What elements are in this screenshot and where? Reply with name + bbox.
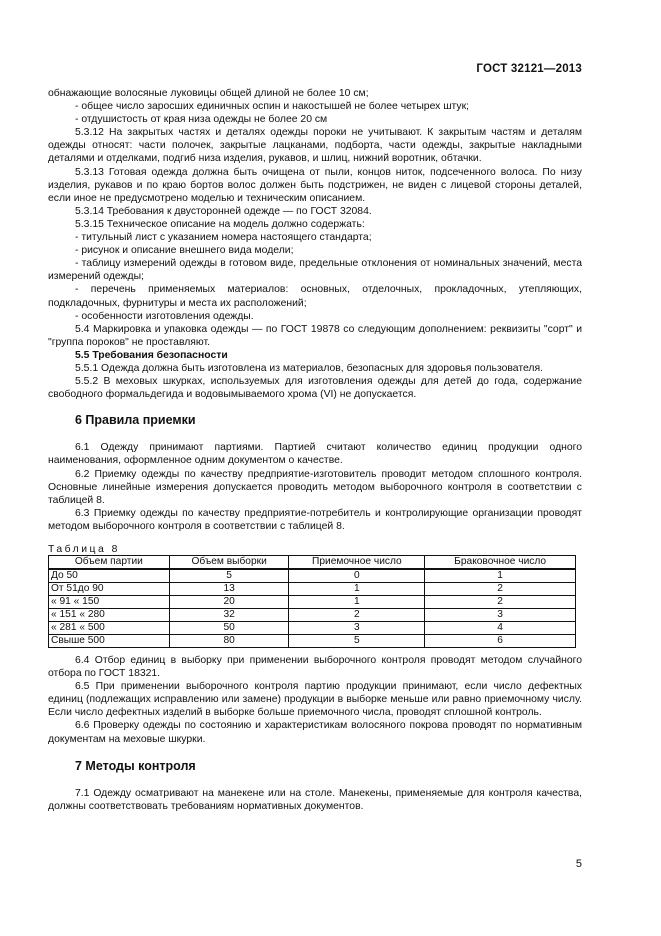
table-cell: 0 [289, 569, 425, 583]
table-cell: 32 [169, 609, 289, 622]
list-item: - рисунок и описание внешнего вида модели; [75, 245, 294, 257]
table-cell: 3 [425, 609, 576, 622]
clause-6-2: 6.2 Приемку одежды по качеству предприятие-изготовитель проводит методом сплошного контроля. Основные линейные измерения допускается проводить методом выборочного контроля в соответствии с таблицей 8. [48, 468, 582, 506]
table-row [49, 596, 576, 609]
table-cell: 1 [425, 569, 576, 583]
list-item: - особенности изготовления одежды. [75, 310, 254, 322]
clause-5-3-14: 5.3.14 Требования к двусторонней одежде — по ГОСТ 32084. [75, 205, 372, 217]
list-item: - титульный лист с указанием номера настоящего стандарта; [75, 232, 372, 244]
table-row [49, 583, 576, 596]
table-cell: От 51до 90 [49, 583, 170, 596]
page-number: 5 [575, 858, 582, 870]
table-cell: 50 [169, 622, 289, 635]
table-caption: Таблица 8 [48, 544, 120, 555]
list-item: - общее число заросших единичных оспин и накостышей не более четырех штук; [75, 101, 470, 113]
clause-6-4: 6.4 Отбор единиц в выборку при применении выборочного контроля проводят методом случайного отбора по ГОСТ 18321. [48, 655, 582, 680]
list-item: - перечень применяемых материалов: основных, отделочных, прокладочных, утепляющих, подкладочных, фурнитуры и места их расположений; [48, 284, 582, 309]
table-cell: 13 [169, 583, 289, 596]
clause-5-5-2: 5.5.2 В меховых шкурках, используемых для изготовления одежды для детей до года, содержание свободного формальдегида и водовымываемого хрома (VI) не допускается. [48, 376, 582, 401]
list-item: - таблицу измерений одежды в готовом виде, предельные отклонения от номинальных значений, места измерений одежды; [48, 258, 582, 283]
list-item: - отдушистость от края низа одежды не более 20 см [75, 114, 328, 126]
table-cell: « 151 « 280 [49, 609, 170, 622]
clause-5-3-12: 5.3.12 На закрытых частях и деталях одежды пороки не учитывают. К закрытым частям и деталям одежды относят: части полочек, закрытые лацканами, подборта, части одежды, закрытые накладными деталями и отделками, подгиб низа изделия, рукавов, и шлиц, нижний воротник, обтачки. [48, 127, 582, 165]
table-cell: « 91 « 150 [49, 596, 170, 609]
table-header-row [49, 556, 576, 570]
table-row [49, 635, 576, 648]
table-cell: 80 [169, 635, 289, 648]
clause-6-1: 6.1 Одежду принимают партиями. Партией считают количество единиц продукции одного наименования, оформленное одним документом о качестве. [48, 442, 582, 467]
page-content [48, 87, 582, 813]
sampling-table [48, 555, 576, 648]
clause-5-4: 5.4 Маркировка и упаковка одежды — по ГОСТ 19878 со следующим дополнением: реквизиты "сорт" и "группа пороков" не проставляют. [48, 323, 582, 348]
table-cell: 5 [289, 635, 425, 648]
table-cell: 6 [425, 635, 576, 648]
table-cell: 2 [425, 596, 576, 609]
clause-6-6: 6.6 Проверку одежды по состоянию и характеристикам волосяного покрова проводят по нормативным документам на меховые шкурки. [48, 720, 582, 745]
column-header: Браковочное число [425, 556, 576, 570]
table-cell: Свыше 500 [49, 635, 170, 648]
column-header: Объем партии [49, 556, 170, 570]
table-cell: 5 [169, 569, 289, 583]
table-row [49, 609, 576, 622]
clause-5-5-heading: 5.5 Требования безопасности [75, 349, 228, 361]
table-row [49, 622, 576, 635]
table-cell: 1 [289, 596, 425, 609]
paragraph: обнажающие волосяные луковицы общей длиной не более 10 см; [48, 88, 369, 99]
standard-header: ГОСТ 32121—2013 [476, 63, 582, 75]
table-cell: 4 [425, 622, 576, 635]
clause-6-5: 6.5 При применении выборочного контроля партию продукции принимают, если число дефектных единиц (подлежащих исправлению или замене) продукции в выборке меньше или равно приемочному числу. Если число дефектных изделий в выборке больше приемочного числа, проводят сплошной контроль. [48, 681, 582, 719]
table-cell: До 50 [49, 569, 170, 583]
table-cell: 20 [169, 596, 289, 609]
table-row [49, 569, 576, 583]
clause-6-3: 6.3 Приемку одежды по качеству предприятие-потребитель и контролирующие организации проводят методом выборочного контроля в соответствии с таблицей 8. [48, 507, 582, 532]
table-cell: 1 [289, 583, 425, 596]
clause-5-3-13: 5.3.13 Готовая одежда должна быть очищена от пыли, концов ниток, подсеченного волоса. По низу изделия, рукавов и по краю бортов волос должен быть подстрижен, не виден с лицевой стороны деталей, если иное не предусмотрено моделью и техническим описанием. [48, 166, 582, 204]
table-cell: 2 [289, 609, 425, 622]
column-header: Приемочное число [289, 556, 425, 570]
clause-7-1: 7.1 Одежду осматривают на манекене или на столе. Манекены, применяемые для контроля качества, должны соответствовать требованиям нормативных документов. [48, 787, 582, 812]
clause-5-3-15: 5.3.15 Техническое описание на модель должно содержать: [75, 218, 365, 230]
table-cell: 3 [289, 622, 425, 635]
section-7-title: 7 Методы контроля [75, 758, 196, 773]
table-cell: « 281 « 500 [49, 622, 170, 635]
clause-5-5-1: 5.5.1 Одежда должна быть изготовлена из материалов, безопасных для здоровья пользователя. [75, 362, 543, 374]
table-cell: 2 [425, 583, 576, 596]
column-header: Объем выборки [169, 556, 289, 570]
section-6-title: 6 Правила приемки [75, 413, 196, 428]
